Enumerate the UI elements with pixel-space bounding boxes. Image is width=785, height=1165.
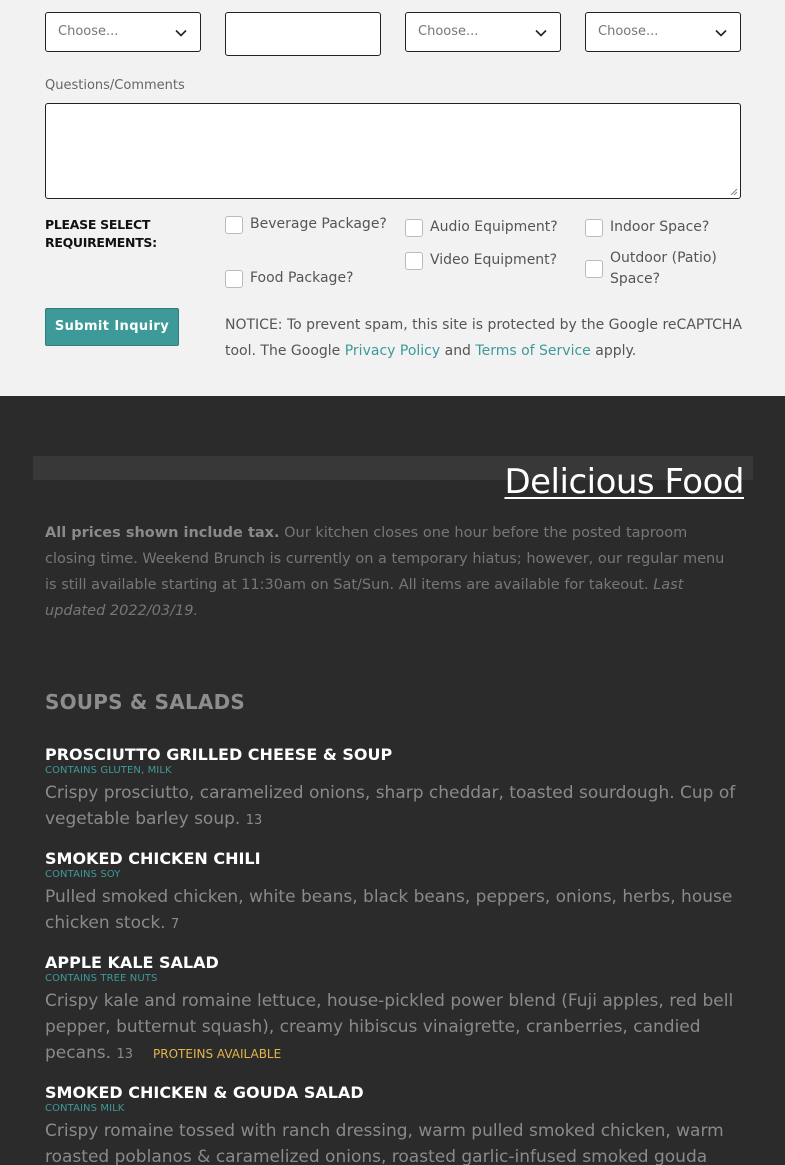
select-dropdown-1[interactable] <box>45 12 201 52</box>
menu-intro <box>45 520 735 624</box>
checkbox-label: Outdoor (Patio) Space? <box>610 250 717 287</box>
checkbox-box[interactable] <box>585 219 603 237</box>
item-description: Crispy prosciutto, caramelized onions, sharp cheddar, toasted sourdough. Cup of vegetable barley soup. <box>45 783 736 829</box>
checkbox-label: Indoor Space? <box>610 219 710 235</box>
terms-of-service-link[interactable]: Terms of Service <box>475 343 591 359</box>
item-allergens: CONTAINS SOY <box>45 869 121 880</box>
item-description-block <box>45 988 745 1068</box>
checkbox-box[interactable] <box>225 270 243 288</box>
chevron-down-icon <box>174 26 188 40</box>
menu-item <box>45 1083 745 1165</box>
notice-and: and <box>444 343 471 359</box>
menu-title: Delicious Food <box>504 462 744 502</box>
resize-grip-icon[interactable] <box>730 188 738 196</box>
item-name: SMOKED CHICKEN CHILI <box>45 849 261 868</box>
item-description: Crispy kale and romaine lettuce, house-pickled power blend (Fuji apples, red bell pepper, butternut squash), creamy hibiscus vinaigrette, cranberries, candied pecans. <box>45 991 734 1063</box>
checkbox-beverage-package[interactable] <box>225 214 390 235</box>
checkbox-box[interactable] <box>225 216 243 234</box>
item-description-block <box>45 780 745 834</box>
comments-label: Questions/Comments <box>45 78 185 93</box>
checkbox-audio-equipment[interactable] <box>405 217 580 238</box>
checkbox-label: Food Package? <box>250 270 354 286</box>
item-price: 13 <box>245 813 263 828</box>
item-allergens: CONTAINS MILK <box>45 1103 125 1114</box>
food-menu-section <box>0 396 785 1165</box>
item-allergens: CONTAINS TREE NUTS <box>45 973 158 984</box>
menu-item <box>45 849 745 938</box>
checkbox-indoor-space[interactable] <box>585 217 745 238</box>
menu-item <box>45 953 745 1068</box>
item-description-block <box>45 884 745 938</box>
menu-item <box>45 745 745 834</box>
select-dropdown-2[interactable] <box>405 12 561 52</box>
item-price: 13 <box>116 1047 134 1062</box>
select-value: Choose... <box>418 24 479 39</box>
item-price: 7 <box>171 917 180 932</box>
select-dropdown-3[interactable] <box>585 12 741 52</box>
checkbox-box[interactable] <box>585 260 603 278</box>
item-name: APPLE KALE SALAD <box>45 953 219 972</box>
checkbox-box[interactable] <box>405 252 423 270</box>
notice-text: NOTICE: To prevent spam, this site is protected by the Google reCAPTCHA tool. The Google <box>225 317 742 359</box>
notice-suffix: apply. <box>595 343 637 359</box>
checkbox-label: Video Equipment? <box>430 252 558 268</box>
item-name: PROSCIUTTO GRILLED CHEESE & SOUP <box>45 745 393 764</box>
inquiry-form <box>0 0 785 396</box>
submit-inquiry-button[interactable]: Submit Inquiry <box>45 308 179 346</box>
privacy-policy-link[interactable]: Privacy Policy <box>344 343 441 359</box>
checkbox-box[interactable] <box>405 219 423 237</box>
comments-textarea[interactable] <box>45 103 741 199</box>
checkbox-outdoor-space[interactable] <box>585 248 735 290</box>
text-input[interactable] <box>225 12 381 56</box>
item-description-block <box>45 1118 745 1165</box>
requirements-label: PLEASE SELECT REQUIREMENTS: <box>45 217 157 250</box>
select-value: Choose... <box>58 24 119 39</box>
checkbox-label: Audio Equipment? <box>430 219 558 235</box>
item-allergens: CONTAINS GLUTEN, MILK <box>45 765 172 776</box>
intro-bold: All prices shown include tax. <box>45 525 280 541</box>
checkbox-video-equipment[interactable] <box>405 250 580 271</box>
chevron-down-icon <box>534 26 548 40</box>
section-title: SOUPS & SALADS <box>45 690 245 714</box>
select-value: Choose... <box>598 24 659 39</box>
recaptcha-notice <box>225 312 755 364</box>
item-description: Crispy romaine tossed with ranch dressing, warm pulled smoked chicken, warm roasted poblanos & caramelized onions, roasted garlic-infused smoked gouda <box>45 1121 724 1165</box>
item-description: Pulled smoked chicken, white beans, black beans, peppers, onions, herbs, house chicken stock. <box>45 887 733 933</box>
checkbox-label: Beverage Package? <box>250 216 387 232</box>
proteins-available-badge: PROTEINS AVAILABLE <box>153 1047 282 1061</box>
chevron-down-icon <box>714 26 728 40</box>
checkbox-food-package[interactable] <box>225 268 390 289</box>
intro-text: Our kitchen closes one hour before the posted taproom closing time. Weekend Brunch is currently on a temporary hiatus; however, our regular menu is still available starting at 11:30am on Sat/Sun. All items are available for takeout. <box>45 525 725 593</box>
intro-updated: Last updated 2022/03/19. <box>45 577 684 619</box>
item-name: SMOKED CHICKEN & GOUDA SALAD <box>45 1083 364 1102</box>
